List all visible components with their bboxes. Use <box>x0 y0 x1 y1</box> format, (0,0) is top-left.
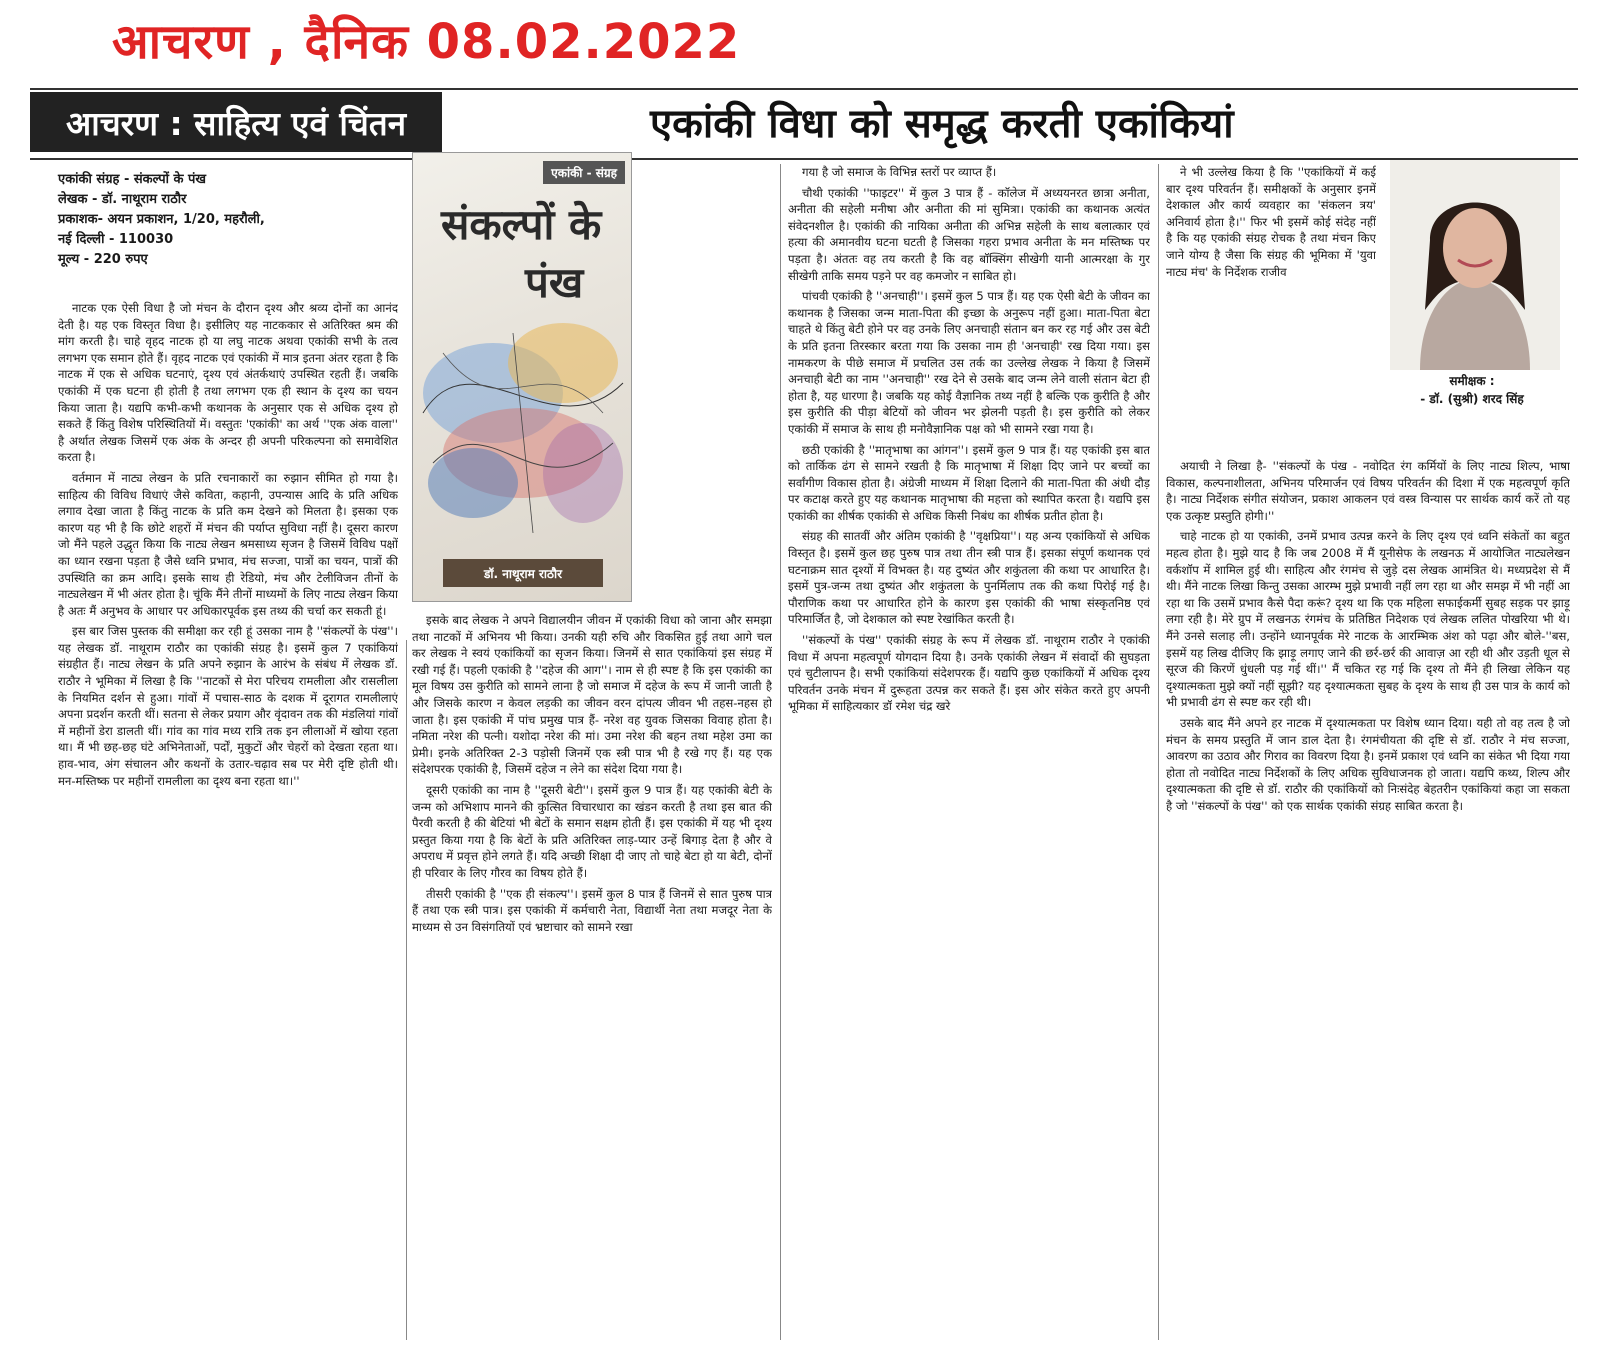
cover-title-line1: संकल्पों के <box>441 200 602 249</box>
meta-city: नई दिल्ली - 110030 <box>58 232 174 247</box>
masthead: आचरण , दैनिक 08.02.2022 <box>112 14 741 70</box>
paragraph: दूसरी एकांकी का नाम है ''दूसरी बेटी''। इसमें कुल 9 पात्र हैं। यह एकांकी बेटी के जन्म को अभिशाप मानने की कुत्सित विचारधारा का खंडन करती है तथा इस बात की पैरवी करती है की बेटियां भी बेटों के समान सक्षम होती हैं। इस एकांकी में यह भी दृश्य प्रस्तुत किया गया है कि बेटों के प्रति अतिरिक्त लाड़-प्यार उन्हें बिगाड़ देता है और वे अपराध में प्रवृत्त होने लगते हैं। यदि अच्छी शिक्षा दी जाए तो चाहे बेटा हो या बेटी, दोनों ही परिवार के लिए गौरव का विषय होते हैं। <box>412 782 772 880</box>
paragraph: नाटक एक ऐसी विधा है जो मंचन के दौरान दृश्य और श्रव्य दोनों का आनंद देती है। यह एक विस्तृत विधा है। इसीलिए यह नाटककार से अतिरिक्त श्रम की मांग करती है। चाहे वृहद नाटक हो या लघु नाटक अथवा एकांकी सभी के तत्व लगभग एक समान होते हैं। वृहद नाटक एवं एकांकी में मात्र इतना अंतर रहता है कि नाटक में एक से अधिक घटनाएं, दृश्य एवं अंतर्कथाएं उपस्थित रहती हैं। जबकि एकांकी में एक घटना ही होती है तथा लगभग एक ही स्थान के दृश्य का चयन किया जाता है। यद्यपि कभी-कभी कथानक के अनुसार एक से अधिक दृश्य हो सकते हैं किंतु विशेष परिस्थितियों में। वस्तुतः 'एकांकी' का अर्थ ''एक अंक वाला'' है अर्थात लेखक जिसमें एक अंक के अन्दर ही अपनी परिकल्पना को समावेशित करता है। <box>58 301 398 465</box>
paragraph: चौथी एकांकी ''फाइटर'' में कुल 3 पात्र हैं - कॉलेज में अध्ययनरत छात्रा अनीता, अनीता की सहेली मनीषा और अनीता की मां सुमित्रा। एकांकी का कथानक अत्यंत संवेदनशील है। एकांकी की नायिका अनीता की अभिन्न सहेली के साथ बलात्कार एवं हत्या की अमानवीय घटना घटती है जिसका गहरा प्रभाव अनीता के मन मस्तिष्क पर पड़ता है। अंततः वह तय करती है कि वह बॉक्सिंग सीखेगी यानी आत्मरक्षा के गुर सीखेगी ताकि समय पड़ने पर वह कमजोर न साबित हो। <box>788 185 1150 283</box>
meta-price: मूल्य - 220 रुपए <box>58 252 148 267</box>
reviewer-label: समीक्षक : <box>1449 374 1495 388</box>
article-column-3 <box>788 164 1150 1342</box>
article-column-4 <box>1166 458 1570 1342</box>
meta-collection: एकांकी संग्रह - संकल्पों के पंख <box>58 172 207 187</box>
paragraph: इसके बाद लेखक ने अपने विद्यालयीन जीवन में एकांकी विधा को जाना और समझा तथा नाटकों में अभिनय भी किया। उनकी यही रुचि और विकसित हुई तथा आगे चल कर लेखक ने स्वयं एकांकियों का सृजन किया। जिनमें से सात एकांकियां इस संग्रह में रखी गई हैं। पहली एकांकी है ''दहेज की आग''। नाम से ही स्पष्ट है कि इस एकांकी का मूल विषय उस कुरीति को सामने लाना है जो समाज में दहेज के रूप में जानी जाती है और जिसके कारण न केवल लड़की का जीवन वरन दांपत्य जीवन भी तहस-नहस हो जाता है। इस एकांकी में पांच प्रमुख पात्र हैं- नरेश वह युवक जिसका विवाह होता है। नमिता नरेश की पत्नी। यशोदा नरेश की मां। उमा नरेश की बहन तथा महेश उमा का प्रेमी। इनके अतिरिक्त 2-3 पड़ोसी जिनमें एक स्त्री पात्र भी है रखे गए हैं। यह एक संदेशपरक एकांकी है, जिसमें दहेज न लेने का संदेश दिया गया है। <box>412 613 772 777</box>
paragraph: अयाची ने लिखा है- ''संकल्पों के पंख - नवोदित रंग कर्मियों के लिए नाट्य शिल्प, भाषा विकास, कल्पनाशीलता, अभिनय परिमार्जन एवं विषय परिवर्तन की दिशा में एक महत्वपूर्ण कृति है। नाट्य निर्देशक संगीत संयोजन, प्रकाश आकलन एवं वस्त्र विन्यास पर सार्थक कार्य करें तो यह एक उत्कृष्ट प्रस्तुति होगी।'' <box>1166 459 1570 523</box>
paragraph: इस बार जिस पुस्तक की समीक्षा कर रही हूं उसका नाम है ''संकल्पों के पंख''। यह लेखक डॉ. नाथूराम राठौर का एकांकी संग्रह है। इसमें कुल 7 एकांकियां संग्रहीत हैं। नाट्य लेखन के प्रति अपने रुझान के आरंभ के संबंध में लेखक डॉ. राठौर ने भूमिका में लिखा है कि ''नाटकों से मेरा परिचय रामलीला और रासलीला के नियमित दर्शन से हुआ। गांवों में पचास-साठ के दशक में दूरागत रामलीलाएं अपना प्रदर्शन करती थीं। सतना से लेकर प्रयाग और वृंदावन तक की मंडलियां गांवों में महीनों डेरा डालती थीं। गांव का गांव मध्य रात्रि तक इन लीलाओं में खोया रहता था। मैं भी छह-छह घंटे अभिनेताओं, पर्दों, मुकुटों और चेहरों को देखता रहता था। हाव-भाव, अंग संचालन और कथनों के उतार-चढ़ाव सब पर मेरी दृष्टि होती थी। मन-मस्तिष्क पर महीनों रामलीला का दृश्य बना रहता था।'' <box>58 624 398 788</box>
cover-author: डॉ. नाथूराम राठौर <box>443 559 603 587</box>
article-column-2 <box>412 612 772 1342</box>
paragraph: ने भी उल्लेख किया है कि ''एकांकियों में कई बार दृश्य परिवर्तन हैं। समीक्षकों के अनुसार इनमें देशकाल और कार्य व्यवहार का 'संकलन त्रय' अनिवार्य होता है।'' फिर भी इसमें कोई संदेह नहीं है कि यह एकांकी संग्रह रोचक है तथा मंचन किए जाने योग्य है जैसा कि संग्रह की भूमिका में 'युवा नाट्य मंच' के निर्देशक राजीव <box>1166 165 1376 279</box>
paragraph: चाहे नाटक हो या एकांकी, उनमें प्रभाव उत्पन्न करने के लिए दृश्य एवं ध्वनि संकेतों का बहुत महत्व होता है। मुझे याद है कि जब 2008 में मैं यूनीसेफ के लखनऊ में आयोजित नाट्यलेखन वर्कशॉप में शामिल हुई थी। साहित्य और रंगमंच से जुड़े दस लेखक आमंत्रित थे। मध्यप्रदेश से मैं थी। मैंने नाटक लिखा किन्तु उसका आरम्भ मुझे प्रभावी नहीं लग रहा था और समझ में भी नहीं आ रहा था कि उसमें प्रभाव कैसे पैदा करूं? दृश्य था कि एक महिला सफाईकर्मी सुबह सड़क पर झाड़ू लगा रही है। मेरे ग्रुप में लखनऊ रंगमंच के प्रतिष्ठित निदेशक एवं लेखक ललित पोखरिया भी थे। मैंने उनसे सलाह ली। उन्होंने ध्यानपूर्वक मेरे नाटक के आरम्भिक अंश को पढ़ा और बोले-''बस, इसमें यह लिख दीजिए कि झाड़ू लगाए जाने की छर्र-छर्र की आवाज़ आ रही थी और उड़ती धूल से सूरज की किरणें धुंधली पड़ गई थीं।'' मैं चकित रह गई कि दृश्य तो मैंने ही लिखा लेकिन यह दृश्यात्मकता मुझे क्यों नहीं सूझी? यह दृश्यात्मकता सुबह के दृश्य के साथ ही उस पात्र के कार्य को भी प्रभावी ढंग से स्पष्ट कर रही थी। <box>1166 529 1570 710</box>
column-divider <box>1158 164 1159 1340</box>
reviewer-photo <box>1390 160 1560 370</box>
paragraph: ''संकल्पों के पंख'' एकांकी संग्रह के रूप में लेखक डॉ. नाथूराम राठौर ने एकांकी विधा में अपना महत्वपूर्ण योगदान दिया है। उनके एकांकी लेखन में संवादों की सुघड़ता एवं चुटीलापन है। सभी एकांकियां संदेशपरक हैं। यद्यपि कुछ एकांकियों में अधिक दृश्य परिवर्तन उनके मंचन में दुरूहता उत्पन्न कर सकते हैं। इस ओर संकेत करते हुए अपनी भूमिका में साहित्यकार डॉ रमेश चंद्र खरे <box>788 633 1150 714</box>
reviewer-portrait <box>1390 160 1560 370</box>
paragraph: तीसरी एकांकी है ''एक ही संकल्प''। इसमें कुल 8 पात्र हैं जिनमें से सात पुरुष पात्र हैं तथा एक स्त्री पात्र। इस एकांकी में कर्मचारी नेता, विद्यार्थी नेता तथा मजदूर नेता के माध्यम से उन विसंगतियों एवं भ्रष्टाचार को सामने रखा <box>412 886 772 934</box>
article-column-4-top <box>1166 164 1376 456</box>
book-meta <box>58 170 388 270</box>
reviewer-credit <box>1372 372 1572 408</box>
meta-publisher: प्रकाशक- अयन प्रकाशन, 1/20, महरौली, <box>58 212 265 227</box>
column-divider <box>780 164 781 1340</box>
paragraph: वर्तमान में नाट्य लेखन के प्रति रचनाकारों का रुझान सीमित हो गया है। साहित्य की विविध विधाएं जैसे कविता, कहानी, उपन्यास आदि के प्रति अधिक लगाव देखा जाता है किंतु नाटक के प्रति कम देखने को मिलता है। इसका एक कारण यह भी है कि छोटे शहरों में मंचन की पर्याप्त सुविधा नहीं है। दूसरा कारण जो मैंने पहले उद्धृत किया कि नाट्य लेखन श्रमसाध्य सृजन है जिसमें विविध पक्षों का ध्यान रखना पड़ता है जैसे ध्वनि प्रभाव, मंच सज्जा, पात्रों का चयन, पात्रों की उपस्थिति का क्रम आदि। इसके साथ ही रेडियो, मंच और टेलीविजन तीनों के नाट्यलेखन में भी अंतर होता है। चूंकि मैंने तीनों माध्यमों के लिए नाट्य लेखन किया है अतः मैं अनुभव के आधार पर अधिकारपूर्वक इस तथ्य की चर्चा कर सकती हूं। <box>58 470 398 618</box>
headline: एकांकी विधा को समृद्ध करती एकांकियां <box>650 100 1234 147</box>
meta-author: लेखक - डॉ. नाथूराम राठौर <box>58 192 187 207</box>
paragraph: उसके बाद मैंने अपने हर नाटक में दृश्यात्मकता पर विशेष ध्यान दिया। यही तो वह तत्व है जो मंचन के समय प्रस्तुति में जान डाल देता है। रंगमंचीयता की दृष्टि से डॉ. राठौर ने मंच सज्जा, आवरण का उठाव और गिराव का विवरण दिया है। इनमें प्रकाश एवं ध्वनि का संकेत भी दिया गया होता तो नवोदित नाट्य निर्देशकों के लिए अधिक सुविधाजनक हो जाता। यद्यपि कथ्य, शिल्प और दृश्यात्मकता की दृष्टि से डॉ. राठौर की एकांकियों को निःसंदेह बेहतरीन एकांकियां कहा जा सकता है जो ''संकल्पों के पंख'' को एक सार्थक एकांकी संग्रह साबित करता है। <box>1166 715 1570 813</box>
book-cover <box>412 152 632 602</box>
header-rule <box>30 158 1578 160</box>
cover-title-line2: पंख <box>525 258 584 307</box>
column-divider <box>406 640 407 1340</box>
article-column-1 <box>58 300 398 1342</box>
paragraph: छठी एकांकी है ''मातृभाषा का आंगन''। इसमें कुल 9 पात्र हैं। यह एकांकी इस बात को तार्किक ढंग से सामने रखती है कि मातृभाषा में शिक्षा दिए जाने पर बच्चों का सर्वांगीण विकास होता है। अंग्रेजी माध्यम में शिक्षा दिलाने की माता-पिता की अंधी दौड़ पर कटाक्ष करते हुए यह कथानक मातृभाषा की महत्ता को स्थापित करता है। यद्यपि इस एकांकी का शीर्षक एकांकी से अधिक किसी निबंध का शीर्षक प्रतीत होता है। <box>788 442 1150 523</box>
paragraph: गया है जो समाज के विभिन्न स्तरों पर व्याप्त हैं। <box>802 165 997 179</box>
paragraph: पांचवी एकांकी है ''अनचाही''। इसमें कुल 5 पात्र हैं। यह एक ऐसी बेटी के जीवन का कथानक है जिसका जन्म माता-पिता की इच्छा के अनुरूप नहीं हुआ। माता-पिता बेटा चाहते थे किंतु बेटी होने पर वह उनके लिए अनचाही संतान बन कर रह गई और उस बेटी के प्रति इतना तिरस्कार बरता गया कि उसका नाम ही 'अनचाही' रख दिया गया। इस नामकरण के पीछे समाज में प्रचलित उस तर्क का उल्लेख लेखक ने किया है जिसमें अनचाही बेटी का नाम ''अनचाही'' रख देने से उसके बाद जन्म लेने वाली संतान बेटा ही होता है, यह धारणा है। जबकि यह कोई वैज्ञानिक तथ्य नहीं है बल्कि एक कुरीति है और इस कुरीति की पीड़ा बेटियों को जीवन भर झेलनी पड़ती है। इस कुरीति को लेकर एकांकी में समाज के साथ ही मनोवैज्ञानिक पक्ष को भी सामने रखा गया है। <box>788 289 1150 436</box>
cover-tag: एकांकी - संग्रह <box>543 161 625 184</box>
paragraph: संग्रह की सातवीं और अंतिम एकांकी है ''वृक्षप्रिया''। यह अन्य एकांकियों से अधिक विस्तृत है। इसमें कुल छह पुरुष पात्र तथा तीन स्त्री पात्र हैं। इसका संपूर्ण कथानक एवं घटनाक्रम सात दृश्यों में विभक्त है। यह दुष्यंत और शकुंतला की कथा पर आधारित है। इसमें पुत्र-जन्म तथा दुष्यंत और शकुंतला के पुनर्मिलाप तक की कथा पिरोई गई है। पौराणिक कथा पर आधारित होने के कारण इस एकांकी की भाषा संस्कृतनिष्ठ एवं परिमार्जित है, जो देशकाल को स्पष्ट रेखांकित करती है। <box>788 529 1150 627</box>
reviewer-name: - डॉ. (सुश्री) शरद सिंह <box>1420 392 1524 406</box>
section-tag: आचरण : साहित्य एवं चिंतन <box>30 92 442 152</box>
